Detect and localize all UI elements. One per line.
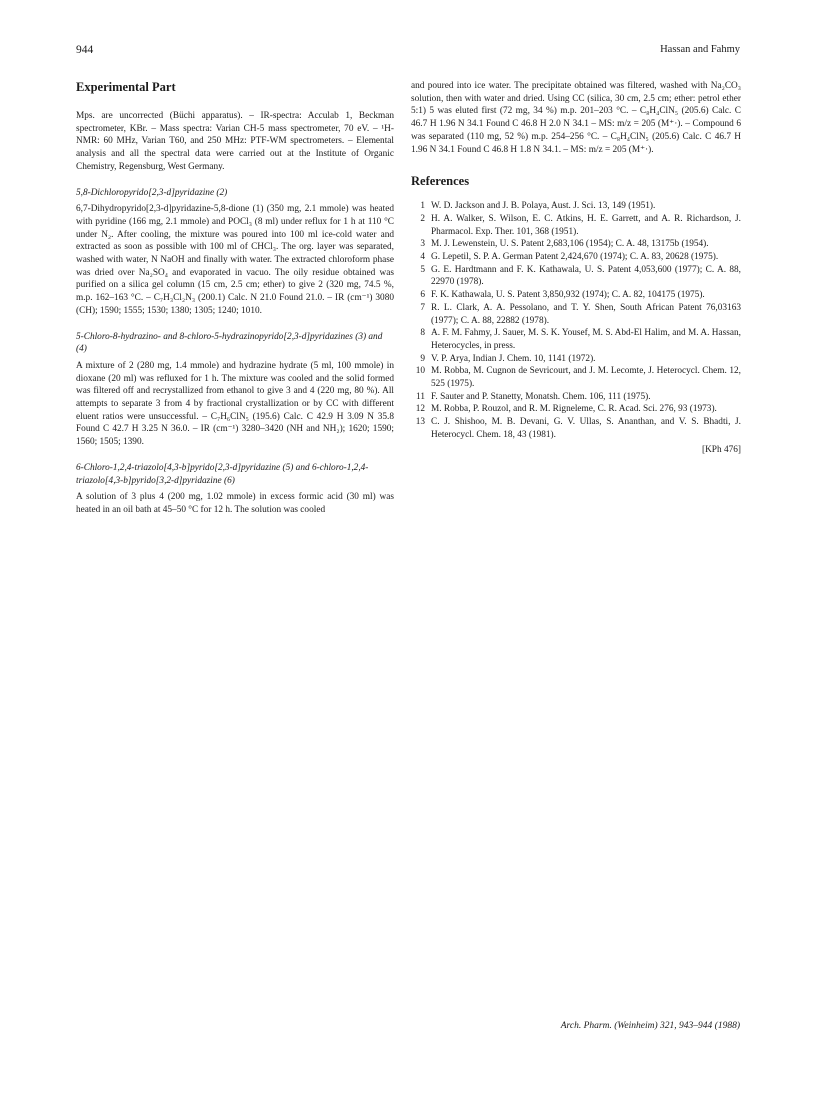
compound-2-heading: 5,8-Dichloropyrido[2,3-d]pyridazine (2) (76, 187, 228, 198)
reference-text: M. Robba, M. Cugnon de Sevricourt, and J. M. Lecomte, J. Heterocycl. Chem. 12, 525 (1975). (431, 366, 741, 390)
reference-number: 2 (420, 213, 425, 224)
compound-3-4-paragraph: A mixture of 2 (280 mg, 1.4 mmole) and hydrazine hydrate (5 ml, 100 mmole) in dioxane (20 ml) was refluxed for 1 h. The mixture was cooled and the solid formed was filtered off and recrystallized from ethanol to give 3 and 4 (220 mg, 80 %). All attempts to separate 3 from 4 by fractional crystallization or by CC with different eluent ratios were unsuccessful. – C₇H₆ClN₅ (195.6) Calc. C 42.9 H 3.09 N 35.8 Found C 42.7 H 3.25 N 36.0. – IR (cm⁻¹) 3280–3420 (NH and NH₂); 1620; 1590; 1560; 1505; 1390. (76, 360, 394, 448)
manuscript-tag: [KPh 476] (702, 444, 741, 455)
section-title: Experimental Part (76, 80, 176, 94)
reference-number: 6 (420, 290, 425, 301)
left-column (76, 80, 394, 517)
reference-number: 3 (420, 239, 425, 250)
reference-number: 4 (420, 252, 425, 263)
reference-item (411, 251, 741, 264)
reference-number: 13 (415, 417, 425, 428)
reference-number: 8 (420, 328, 425, 339)
journal-citation: Arch. Pharm. (Weinheim) 321, 943–944 (1988) (560, 1021, 740, 1031)
compound-3-4-heading: 5-Chloro-8-hydrazino- and 8-chloro-5-hydrazinopyrido[2,3-d]pyridazines (3) and (4) (76, 331, 383, 355)
reference-item (411, 238, 741, 251)
reference-text: M. Robba, P. Rouzol, and R. M. Rigneleme, C. R. Acad. Sci. 276, 93 (1973). (431, 404, 717, 415)
reference-item (411, 403, 741, 416)
reference-text: H. A. Walker, S. Wilson, E. C. Atkins, H. E. Garrett, and A. R. Richardson, J. Pharmacol. Exp. Ther. 101, 368 (1951). (431, 213, 741, 237)
continuation-paragraph: and poured into ice water. The precipitate obtained was filtered, washed with Na₂CO₃ solution, then with water and dried. Using CC (silica, 30 cm, 2.5 cm; ether: petrol ether 5:1) 5 was eluted first (72 mg, 34 %) m.p. 201–203 °C. – C₈H₄ClN₅ (205.6) Calc. C 46.7 H 1.96 N 34.1 Found C 46.8 H 2.0 N 34.1 – MS: m/z = 205 (M⁺·). – Compound 6 was separated (110 mg, 52 %) m.p. 254–256 °C. – C₈H₄ClN₅ (205.6) Calc. C 46.7 H 1.96 N 34.1 Found C 46.8 H 1.8 N 34.1. – MS: m/z = 205 (M⁺·). (411, 81, 741, 155)
reference-item (411, 391, 741, 404)
reference-number: 1 (420, 201, 425, 212)
reference-text: G. Lepetil, S. P. A. German Patent 2,424,670 (1974); C. A. 83, 20628 (1975). (431, 252, 719, 263)
reference-text: F. Sauter and P. Stanetty, Monatsh. Chem. 106, 111 (1975). (431, 391, 651, 402)
reference-item (411, 416, 741, 441)
reference-item (411, 264, 741, 289)
references-list (411, 200, 741, 441)
reference-text: A. F. M. Fahmy, J. Sauer, M. S. K. Yousef, M. S. Abd-El Halim, and M. A. Hassan, Heterocycles, in press. (431, 328, 741, 351)
reference-item (411, 327, 741, 352)
compound-2-paragraph: 6,7-Dihydropyrido[2,3-d]pyridazine-5,8-dione (1) (350 mg, 2.1 mmole) was heated with pyridine (166 mg, 2.1 mmole) and POCl₃ (8 ml) under reflux for 1 h at 110 °C under N₂. After cooling, the mixture was poured into 100 ml ice-cold water and extracted as soon as possible with 100 ml of CHCl₃. The org. layer was separated, washed with water, N NaOH and finally with water. The extracted chloroform phase was dried over Na₂SO₄ and evaporated in vacuo. The oily residue obtained was purified on a silica gel column (15 cm, 2.5 cm; ether) to give 2 (320 mg, 74.5 %, m.p. 162–163 °C. – C₇H₃Cl₂N₃ (200.1) Calc. N 21.0 Found 21.0. – IR (cm⁻¹) 3080 (CH); 1590; 1555; 1530; 1380; 1305; 1240; 1010. (76, 204, 394, 316)
reference-number: 5 (420, 264, 425, 275)
reference-item (411, 289, 741, 302)
references-title: References (411, 174, 470, 189)
reference-number: 12 (415, 404, 425, 415)
reference-text: M. J. Lewenstein, U. S. Patent 2,683,106 (1954); C. A. 48, 13175b (1954). (431, 239, 709, 250)
compound-5-6-heading: 6-Chloro-1,2,4-triazolo[4,3-b]pyrido[2,3-d]pyridazine (5) and 6-chloro-1,2,4-triazolo[4,3-b]pyrido[3,2-d]pyridazine (6) (76, 462, 369, 486)
reference-item (411, 213, 741, 238)
reference-item (411, 353, 741, 366)
page-number: 944 (76, 44, 94, 56)
reference-number: 9 (420, 353, 425, 364)
reference-number: 11 (416, 391, 425, 402)
reference-item (411, 200, 741, 213)
right-column (411, 80, 741, 456)
compound-5-6-paragraph: A solution of 3 plus 4 (200 mg, 1.02 mmole) in excess formic acid (30 ml) was heated in an oil bath at 45–50 °C for 12 h. The solution was cooled (76, 492, 394, 515)
intro-paragraph: Mps. are uncorrected (Büchi apparatus). – IR-spectra: Acculab 1, Beckman spectrometer, KBr. – Mass spectra: Varian CH-5 mass spectrometer, 70 eV. – ¹H-NMR: 60 MHz, Varian T60, and 250 MHz: PTF-WM spectrometers. – Elemental analysis and all the spectral data were carried out at the Institute of Organic Chemistry, Regensburg, West Germany. (76, 111, 394, 172)
reference-text: W. D. Jackson and J. B. Polaya, Aust. J. Sci. 13, 149 (1951). (431, 201, 656, 212)
reference-number: 7 (420, 302, 425, 313)
reference-text: V. P. Arya, Indian J. Chem. 10, 1141 (1972). (431, 353, 596, 364)
reference-item (411, 365, 741, 390)
reference-text: G. E. Hardtmann and F. K. Kathawala, U. S. Patent 4,053,600 (1977); C. A. 88, 22970 (1978). (431, 264, 741, 288)
reference-item (411, 302, 741, 327)
reference-text: F. K. Kathawala, U. S. Patent 3,850,932 (1974); C. A. 82, 104175 (1975). (431, 290, 705, 301)
reference-number: 10 (415, 366, 425, 377)
reference-text: C. J. Shishoo, M. B. Devani, G. V. Ullas, S. Ananthan, and V. S. Bhadti, J. Heterocycl. Chem. 18, 43 (1981). (431, 417, 741, 440)
running-head: Hassan and Fahmy (660, 44, 740, 55)
reference-text: R. L. Clark, A. A. Pessolano, and T. Y. Shen, South African Patent 76,03163 (1977); C. A. 88, 22882 (1978). (431, 302, 741, 326)
